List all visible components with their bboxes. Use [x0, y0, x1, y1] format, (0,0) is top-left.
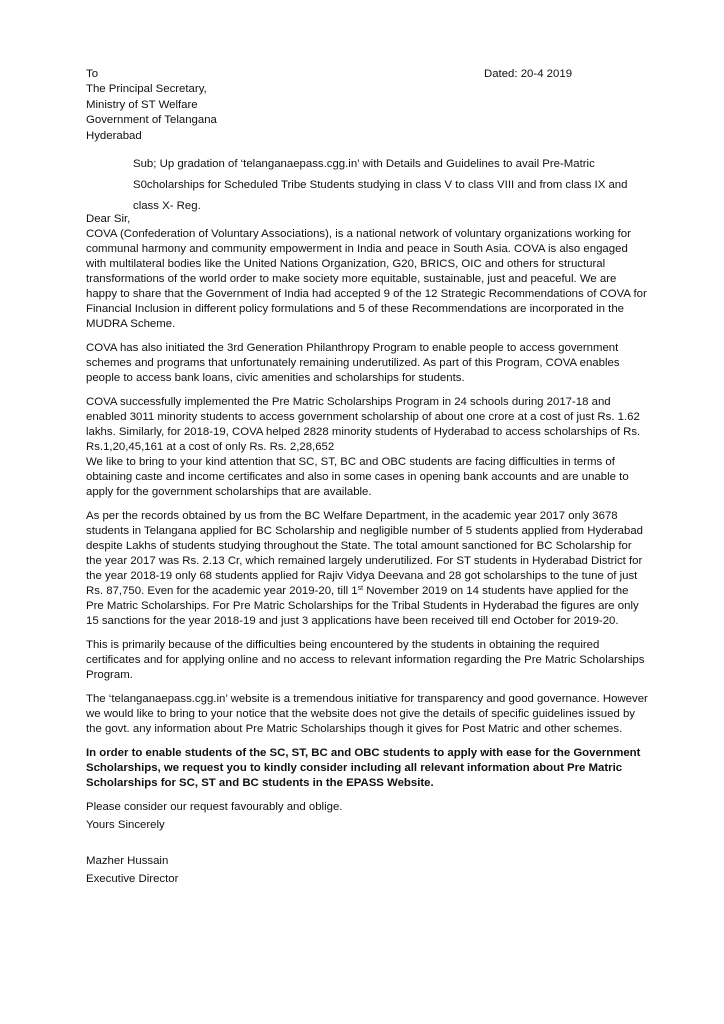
closing-request: Please consider our request favourably and oblige.: [86, 801, 343, 813]
paragraph-records: [86, 509, 648, 629]
paragraph-philanthropy: COVA has also initiated the 3rd Generation Philanthropy Program to enable people to access government schemes and programs that unfortunately remaining underutilized. As part of this Program, COVA enables people to access bank loans, civic amenities and scholarships for students.: [86, 342, 620, 384]
letter-body: [86, 212, 648, 890]
paragraph-implementation: COVA successfully implemented the Pre Matric Scholarships Program in 24 schools during 2017-18 and enabled 3011 minority students to access government scholarship of about one crore at a cost of just Rs. 1.62 lakhs. Similarly, for 2018-19, COVA helped 2828 minority students of Hyderabad to access scholarships of Rs. Rs.1,20,45,161 at a cost of only Rs. Rs. 2,28,652: [86, 396, 641, 453]
paragraph-reasons: This is primarily because of the difficulties being encountered by the students in obtaining the required certificates and for applying online and no access to relevant information regarding the Pre Matric Scholarships Program.: [86, 639, 645, 681]
salutation: Dear Sir,: [86, 213, 131, 225]
paragraph-difficulties: We like to bring to your kind attention that SC, ST, BC and OBC students are facing difficulties in terms of obtaining caste and income certificates and also in some cases in opening bank accounts and are unable to apply for the government scholarships that are available.: [86, 456, 629, 498]
address-line: Government of Telangana: [86, 114, 217, 126]
closing-block: [86, 800, 648, 890]
records-text-a: As per the records obtained by us from the BC Welfare Department, in the academic year 2017 only 3678 students in Telangana applied for BC Scholarship and negligible number of 5 students applied from Hyderabad despite Lakhs of students studying throughout the State. The total amount sanctioned for BC Scholarship for the year 2017 was Rs. 2.13 Cr, which remained largely underutilized. For ST students in Hyderabad District for the year 2018-19 only 68 students applied for Rajiv Vidya Deevana and 28 got scholarships to the tune of just Rs. 87,750. Even for the academic year 2019-20, till 1: [86, 510, 644, 597]
letter-date: Dated: 20-4 2019: [484, 68, 573, 80]
paragraph-request: In order to enable students of the SC, ST, BC and OBC students to apply with ease for the Government Scholarships, we request you to kindly consider including all relevant information about Pre Matric Scholarships for SC, ST and BC students in the EPASS Website.: [86, 747, 641, 789]
signatory-name: Mazher Hussain: [86, 855, 169, 867]
records-text-b: November 2019 on 14 students have applied for the Pre Matric Scholarships. For Pre Matric Scholarships for the Tribal Students in Hyderabad the figures are only 15 sanctions for the year 2018-19 and just 3 applications have been received till end October for 2019-20.: [86, 585, 639, 627]
subject-line: Sub; Up gradation of ‘telanganaepass.cgg.in’ with Details and Guidelines to avail Pre-Matric S0cholarships for Scheduled Tribe Students studying in class V to class VIII and from class IX and class X- Reg.: [133, 158, 628, 212]
address-line: The Principal Secretary,: [86, 83, 207, 95]
closing-yours: Yours Sincerely: [86, 819, 165, 831]
to-label: To: [86, 68, 99, 80]
recipient-address: [86, 82, 217, 144]
address-line: Ministry of ST Welfare: [86, 98, 198, 111]
address-line: Hyderabad: [86, 129, 142, 142]
paragraph-website: The ‘telanganaepass.cgg.in’ website is a tremendous initiative for transparency and good governance. However we would like to bring to your notice that the website does not give the details of specific guidelines issued by the govt. any information about Pre Matric Scholarships though it gives for Post Matric and other schemes.: [86, 693, 648, 735]
ordinal-suffix: st: [357, 585, 364, 592]
signatory-title: Executive Director: [86, 873, 179, 885]
paragraph-about-cova: COVA (Confederation of Voluntary Associations), is a national network of voluntary organizations working for communal harmony and community empowerment in India and peace in South Asia. COVA is also engaged with multilateral bodies like the United Nations Organization, G20, BRICS, OIC and others for structural transformations of the world order to make society more equitable, sustainable, just and peaceful. We are happy to share that the Government of India had accepted 9 of the 12 Strategic Recommendations of COVA for Financial Inclusion in different policy formulations and 5 of these Recommendations are incorporated in the MUDRA Scheme.: [86, 228, 647, 330]
